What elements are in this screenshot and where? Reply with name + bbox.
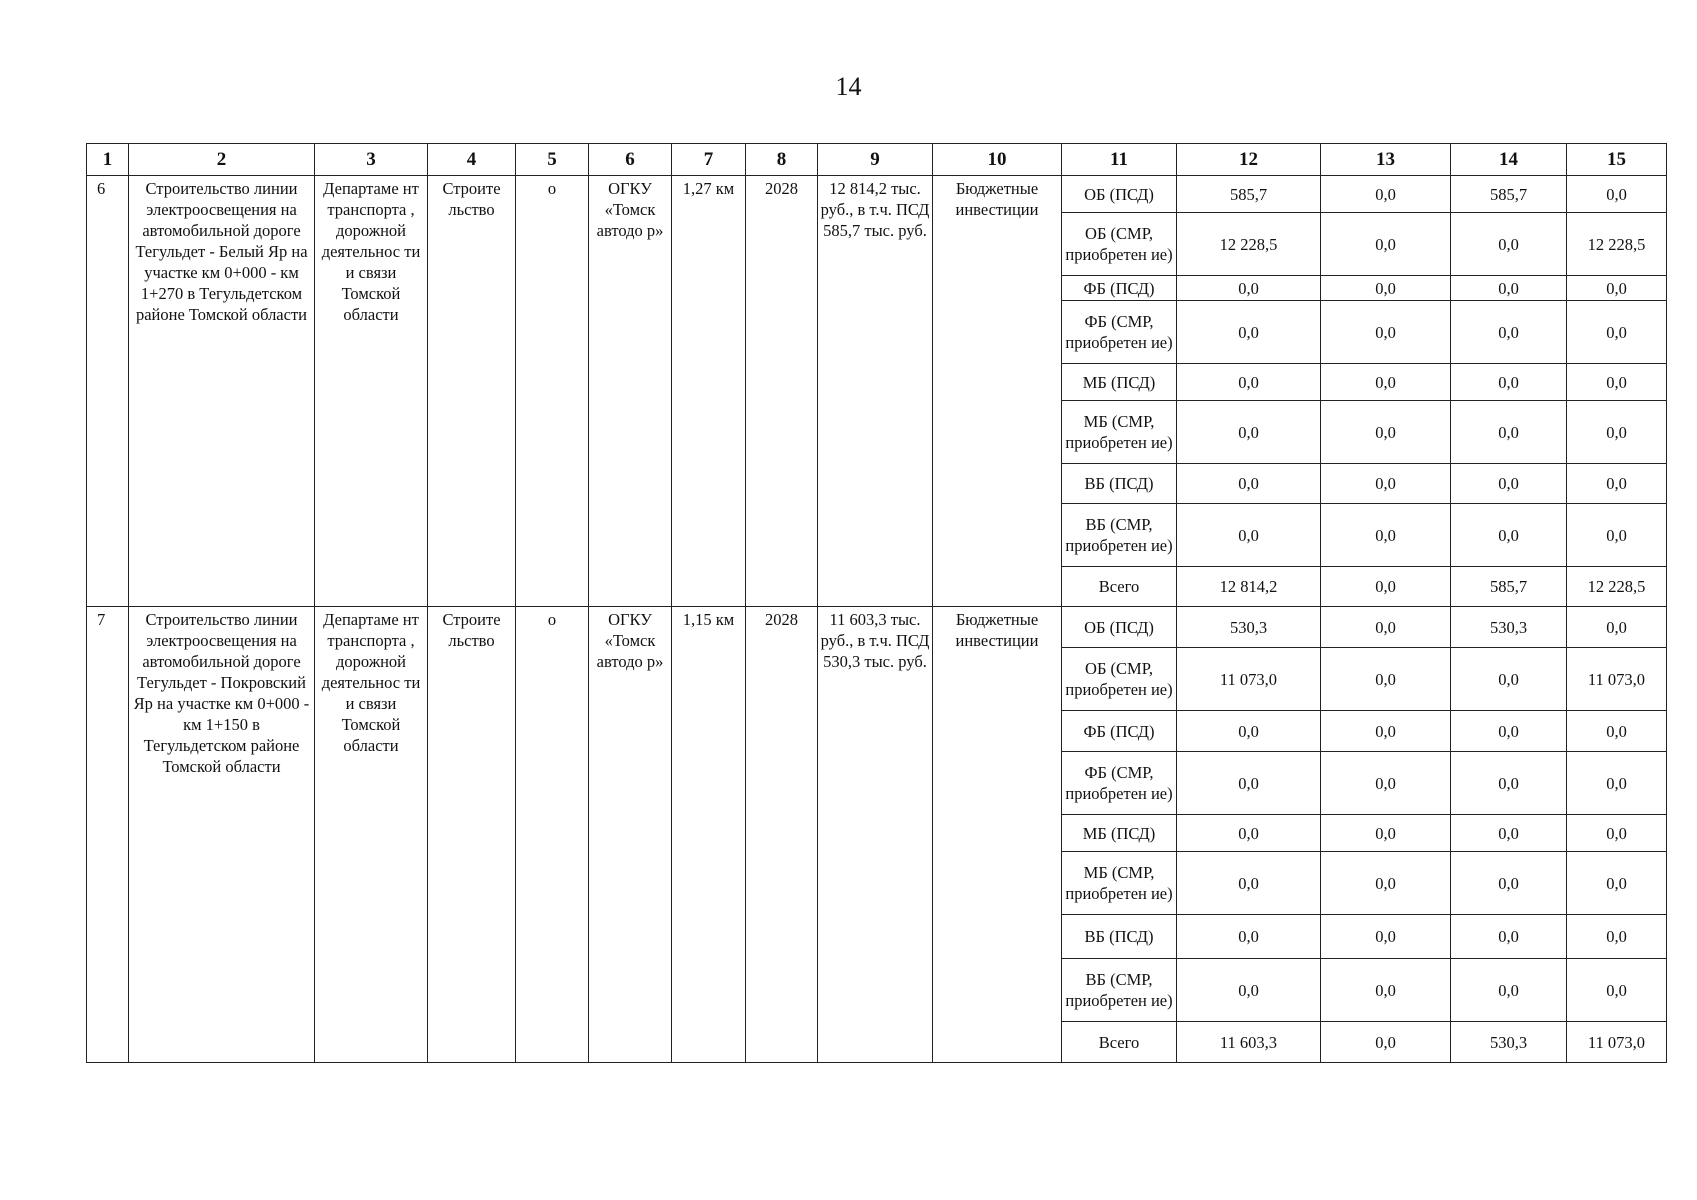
customer-name: ОГКУ «Томск автодо р» xyxy=(589,176,672,607)
funding-source: ФБ (ПСД) xyxy=(1062,711,1177,752)
column-header-14: 14 xyxy=(1451,144,1567,176)
column-header-2: 2 xyxy=(129,144,315,176)
funding-source: Всего xyxy=(1062,567,1177,607)
value-col-15: 0,0 xyxy=(1567,301,1667,364)
customer-name: ОГКУ «Томск автодо р» xyxy=(589,607,672,1063)
value-col-13: 0,0 xyxy=(1321,607,1451,648)
value-col-13: 0,0 xyxy=(1321,276,1451,301)
value-col-15: 0,0 xyxy=(1567,815,1667,852)
value-col-13: 0,0 xyxy=(1321,567,1451,607)
value-col-12: 0,0 xyxy=(1177,915,1321,959)
value-col-12: 0,0 xyxy=(1177,401,1321,464)
funding-source: МБ (ПСД) xyxy=(1062,815,1177,852)
value-col-14: 0,0 xyxy=(1451,301,1567,364)
completion-year: 2028 xyxy=(746,607,818,1063)
capacity: 1,15 км xyxy=(672,607,746,1063)
responsible-department: Департаме нт транспорта , дорожной деятельнос ти и связи Томской области xyxy=(315,607,428,1063)
page-number: 14 xyxy=(835,72,862,101)
funding-source: МБ (СМР, приобретен ие) xyxy=(1062,401,1177,464)
column-header-5: 5 xyxy=(516,144,589,176)
value-col-15: 0,0 xyxy=(1567,711,1667,752)
column-header-12: 12 xyxy=(1177,144,1321,176)
value-col-13: 0,0 xyxy=(1321,401,1451,464)
work-type: Строите льство xyxy=(428,176,516,607)
object-name: Строительство линии электроосвещения на автомобильной дороге Тегульдет - Покровский Яр на участке км 0+000 - км 1+150 в Тегульдетском районе Томской области xyxy=(129,607,315,1063)
column-header-6: 6 xyxy=(589,144,672,176)
funding-source: ОБ (СМР, приобретен ие) xyxy=(1062,648,1177,711)
value-col-15: 0,0 xyxy=(1567,607,1667,648)
value-col-12: 0,0 xyxy=(1177,464,1321,504)
value-col-13: 0,0 xyxy=(1321,176,1451,213)
table-row xyxy=(87,176,1667,213)
value-col-14: 530,3 xyxy=(1451,607,1567,648)
table-row xyxy=(87,607,1667,648)
work-type: Строите льство xyxy=(428,607,516,1063)
value-col-13: 0,0 xyxy=(1321,752,1451,815)
funding-source: ВБ (СМР, приобретен ие) xyxy=(1062,959,1177,1022)
funding-source: ФБ (ПСД) xyxy=(1062,276,1177,301)
value-col-15: 0,0 xyxy=(1567,852,1667,915)
funding-source: ВБ (ПСД) xyxy=(1062,464,1177,504)
value-col-13: 0,0 xyxy=(1321,915,1451,959)
row-number: 6 xyxy=(87,176,129,607)
value-col-12: 0,0 xyxy=(1177,815,1321,852)
value-col-12: 530,3 xyxy=(1177,607,1321,648)
value-col-12: 12 228,5 xyxy=(1177,213,1321,276)
value-col-13: 0,0 xyxy=(1321,301,1451,364)
capacity: 1,27 км xyxy=(672,176,746,607)
column-header-1: 1 xyxy=(87,144,129,176)
value-col-15: 12 228,5 xyxy=(1567,213,1667,276)
value-col-12: 0,0 xyxy=(1177,504,1321,567)
column-5-value: о xyxy=(516,607,589,1063)
value-col-15: 0,0 xyxy=(1567,176,1667,213)
value-col-13: 0,0 xyxy=(1321,364,1451,401)
value-col-15: 0,0 xyxy=(1567,752,1667,815)
value-col-15: 0,0 xyxy=(1567,401,1667,464)
funding-source: ВБ (ПСД) xyxy=(1062,915,1177,959)
value-col-14: 0,0 xyxy=(1451,915,1567,959)
column-header-10: 10 xyxy=(933,144,1062,176)
value-col-12: 585,7 xyxy=(1177,176,1321,213)
value-col-14: 0,0 xyxy=(1451,364,1567,401)
value-col-14: 0,0 xyxy=(1451,959,1567,1022)
funding-source: ОБ (СМР, приобретен ие) xyxy=(1062,213,1177,276)
funding-source: ВБ (СМР, приобретен ие) xyxy=(1062,504,1177,567)
value-col-14: 585,7 xyxy=(1451,176,1567,213)
value-col-13: 0,0 xyxy=(1321,648,1451,711)
value-col-15: 0,0 xyxy=(1567,364,1667,401)
funding-source: ФБ (СМР, приобретен ие) xyxy=(1062,301,1177,364)
value-col-15: 0,0 xyxy=(1567,959,1667,1022)
value-col-15: 0,0 xyxy=(1567,915,1667,959)
value-col-14: 0,0 xyxy=(1451,213,1567,276)
column-header-11: 11 xyxy=(1062,144,1177,176)
value-col-15: 0,0 xyxy=(1567,464,1667,504)
value-col-12: 11 073,0 xyxy=(1177,648,1321,711)
column-header-15: 15 xyxy=(1567,144,1667,176)
value-col-13: 0,0 xyxy=(1321,464,1451,504)
value-col-12: 11 603,3 xyxy=(1177,1022,1321,1063)
value-col-15: 12 228,5 xyxy=(1567,567,1667,607)
value-col-15: 11 073,0 xyxy=(1567,648,1667,711)
funding-source: Всего xyxy=(1062,1022,1177,1063)
value-col-14: 585,7 xyxy=(1451,567,1567,607)
column-header-7: 7 xyxy=(672,144,746,176)
column-header-3: 3 xyxy=(315,144,428,176)
object-name: Строительство линии электроосвещения на автомобильной дороге Тегульдет - Белый Яр на участке км 0+000 - км 1+270 в Тегульдетском районе Томской области xyxy=(129,176,315,607)
value-col-12: 0,0 xyxy=(1177,276,1321,301)
funding-form: Бюджетные инвестиции xyxy=(933,607,1062,1063)
value-col-14: 0,0 xyxy=(1451,711,1567,752)
funding-source: МБ (ПСД) xyxy=(1062,364,1177,401)
column-5-value: о xyxy=(516,176,589,607)
column-header-13: 13 xyxy=(1321,144,1451,176)
estimated-cost: 12 814,2 тыс. руб., в т.ч. ПСД 585,7 тыс. руб. xyxy=(818,176,933,607)
value-col-14: 0,0 xyxy=(1451,852,1567,915)
funding-source: ОБ (ПСД) xyxy=(1062,607,1177,648)
row-number: 7 xyxy=(87,607,129,1063)
value-col-15: 0,0 xyxy=(1567,504,1667,567)
table-body xyxy=(87,176,1667,1063)
value-col-15: 0,0 xyxy=(1567,276,1667,301)
value-col-12: 0,0 xyxy=(1177,959,1321,1022)
value-col-14: 0,0 xyxy=(1451,276,1567,301)
investment-table xyxy=(86,143,1667,1063)
responsible-department: Департаме нт транспорта , дорожной деятельнос ти и связи Томской области xyxy=(315,176,428,607)
value-col-13: 0,0 xyxy=(1321,1022,1451,1063)
column-header-4: 4 xyxy=(428,144,516,176)
value-col-14: 0,0 xyxy=(1451,815,1567,852)
column-header-8: 8 xyxy=(746,144,818,176)
value-col-15: 11 073,0 xyxy=(1567,1022,1667,1063)
value-col-12: 0,0 xyxy=(1177,364,1321,401)
value-col-14: 0,0 xyxy=(1451,464,1567,504)
column-header-9: 9 xyxy=(818,144,933,176)
value-col-14: 0,0 xyxy=(1451,752,1567,815)
value-col-12: 0,0 xyxy=(1177,852,1321,915)
completion-year: 2028 xyxy=(746,176,818,607)
value-col-13: 0,0 xyxy=(1321,504,1451,567)
value-col-14: 0,0 xyxy=(1451,504,1567,567)
value-col-14: 530,3 xyxy=(1451,1022,1567,1063)
value-col-13: 0,0 xyxy=(1321,852,1451,915)
value-col-12: 0,0 xyxy=(1177,301,1321,364)
value-col-13: 0,0 xyxy=(1321,213,1451,276)
funding-source: ФБ (СМР, приобретен ие) xyxy=(1062,752,1177,815)
estimated-cost: 11 603,3 тыс. руб., в т.ч. ПСД 530,3 тыс. руб. xyxy=(818,607,933,1063)
value-col-14: 0,0 xyxy=(1451,401,1567,464)
funding-source: ОБ (ПСД) xyxy=(1062,176,1177,213)
value-col-13: 0,0 xyxy=(1321,711,1451,752)
value-col-12: 0,0 xyxy=(1177,711,1321,752)
funding-form: Бюджетные инвестиции xyxy=(933,176,1062,607)
value-col-13: 0,0 xyxy=(1321,815,1451,852)
value-col-12: 0,0 xyxy=(1177,752,1321,815)
value-col-12: 12 814,2 xyxy=(1177,567,1321,607)
value-col-14: 0,0 xyxy=(1451,648,1567,711)
value-col-13: 0,0 xyxy=(1321,959,1451,1022)
funding-source: МБ (СМР, приобретен ие) xyxy=(1062,852,1177,915)
header-row xyxy=(87,144,1667,176)
